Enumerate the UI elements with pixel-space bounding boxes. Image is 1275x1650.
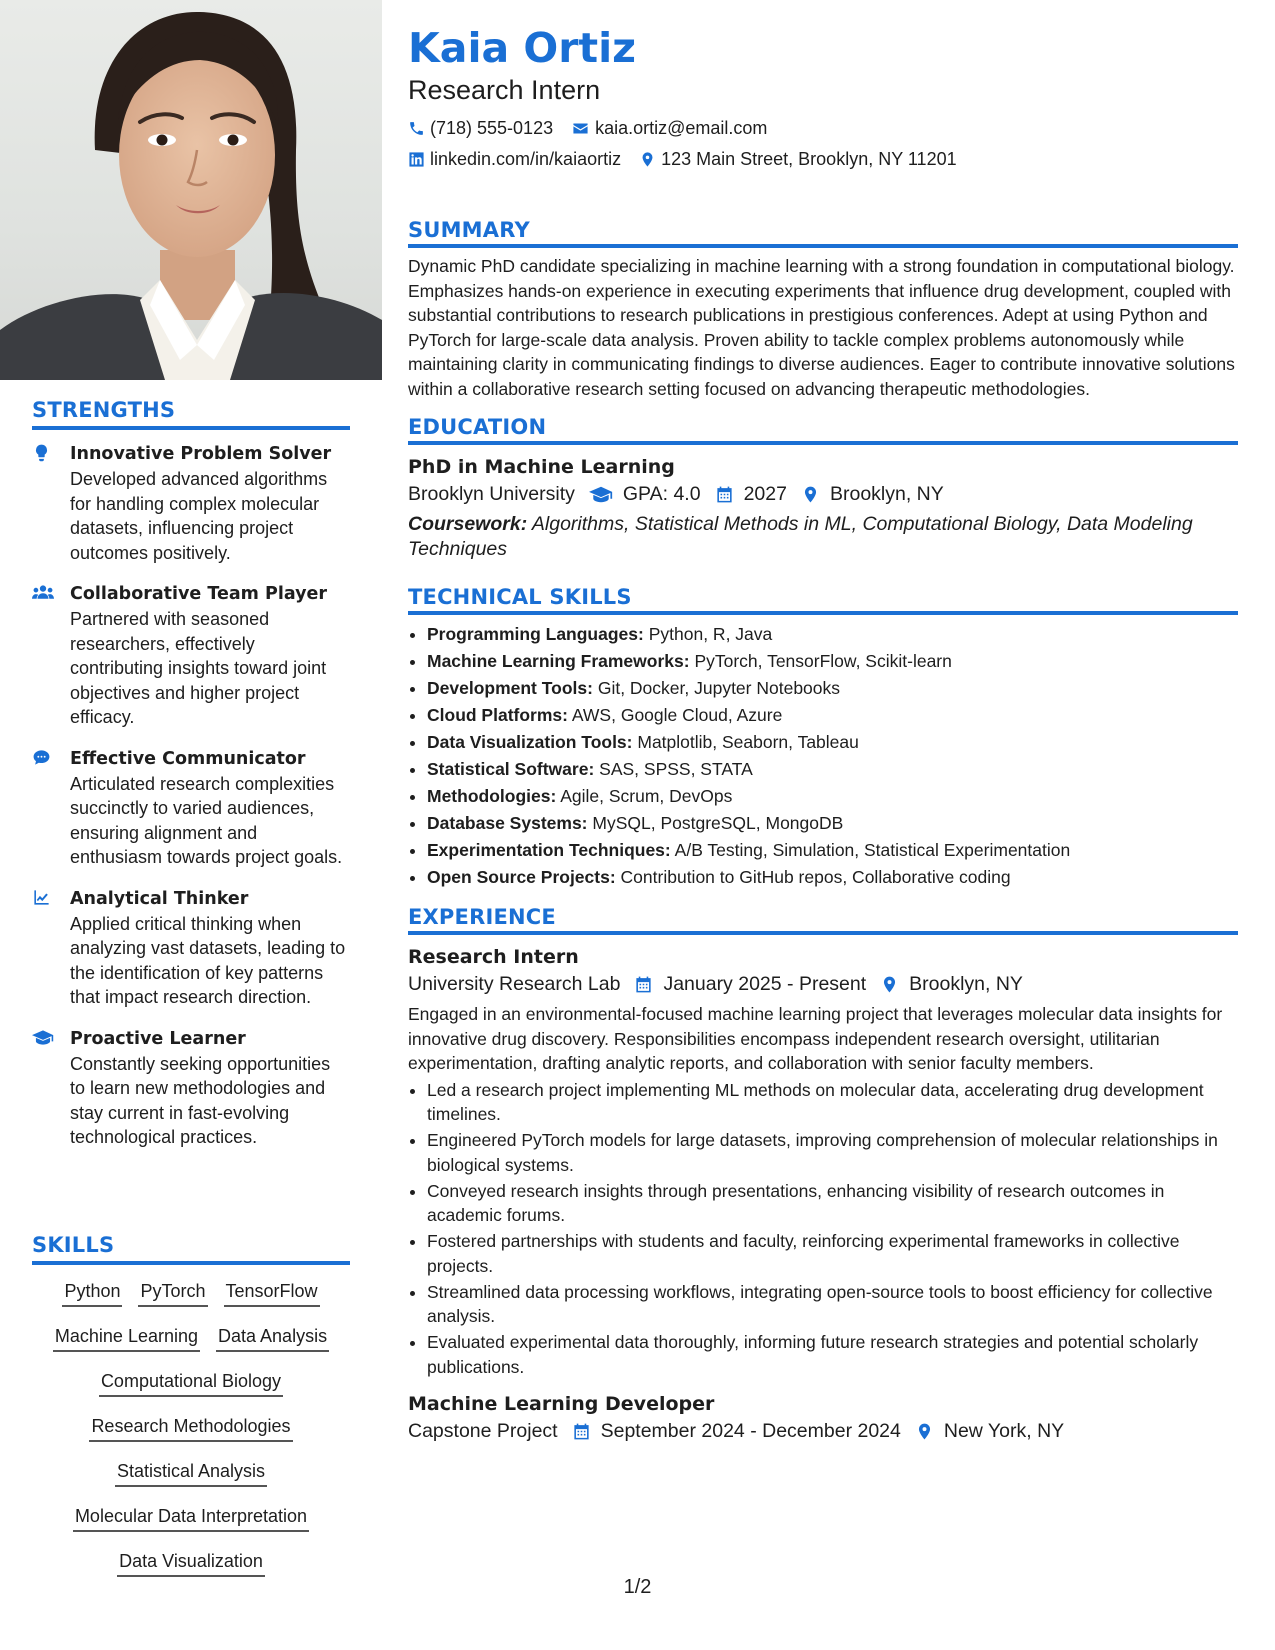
list-item: • Conveyed research insights through presentations, enhancing visibility of research outcomes in academic forums. <box>427 1179 1238 1228</box>
skill-values: A/B Testing, Simulation, Statistical Experimentation <box>674 840 1071 860</box>
profile-photo <box>0 0 382 380</box>
strength-item <box>32 1027 350 1150</box>
list-item <box>427 783 1238 810</box>
skill-category: Development Tools: <box>427 678 593 698</box>
list-item <box>427 702 1238 729</box>
skill-row <box>32 1459 350 1504</box>
skill-row <box>32 1504 350 1549</box>
linkedin-icon <box>408 151 425 168</box>
skill-row <box>32 1414 350 1459</box>
job-location <box>880 970 1023 998</box>
list-item <box>427 621 1238 648</box>
contact-row <box>408 147 1238 171</box>
job-location <box>915 1417 1064 1445</box>
list-item: • Engineered PyTorch models for large datasets, improving comprehension of molecular relationships in biological systems. <box>427 1128 1238 1177</box>
location-text: Brooklyn, NY <box>909 973 1023 995</box>
skill-chip: Python <box>62 1279 122 1307</box>
skill-category: Programming Languages: <box>427 624 644 644</box>
list-item <box>427 837 1238 864</box>
job-title: Research Intern <box>408 946 579 968</box>
list-item <box>427 729 1238 756</box>
strength-description: Constantly seeking opportunities to learn new methodologies and stay current in fast-evolving technological practices. <box>70 1053 331 1147</box>
skill-chip: Statistical Analysis <box>115 1459 267 1487</box>
skill-chip: PyTorch <box>138 1279 207 1307</box>
page-number: 1/2 <box>623 1576 652 1598</box>
strength-item <box>32 442 350 565</box>
skill-values: Contribution to GitHub repos, Collaborative coding <box>620 867 1011 887</box>
graduation-cap-icon <box>32 1027 70 1150</box>
strength-item <box>32 887 350 1010</box>
skill-chip: TensorFlow <box>224 1279 320 1307</box>
calendar-icon <box>634 975 653 994</box>
strength-title: Proactive Learner <box>70 1028 246 1049</box>
list-item <box>427 864 1238 891</box>
right-column <box>408 22 1238 1445</box>
skill-category: Cloud Platforms: <box>427 705 568 725</box>
skill-category: Methodologies: <box>427 786 557 806</box>
skill-chip: Molecular Data Interpretation <box>73 1504 309 1532</box>
job-organization: Capstone Project <box>408 1420 558 1442</box>
chat-bubble-icon <box>32 747 70 870</box>
education-location <box>801 480 944 508</box>
dates-text: September 2024 - December 2024 <box>600 1420 901 1442</box>
strength-item <box>32 747 350 870</box>
skill-values: Python, R, Java <box>648 624 773 644</box>
phone-text: (718) 555-0123 <box>430 118 554 138</box>
education-meta <box>408 480 1238 508</box>
skill-row <box>32 1324 350 1369</box>
strength-description: Partnered with seasoned researchers, effectively contributing insights toward joint objectives and higher project efficacy. <box>70 609 327 727</box>
skill-values: MySQL, PostgreSQL, MongoDB <box>592 813 844 833</box>
skill-chip: Machine Learning <box>53 1324 200 1352</box>
list-item: • Streamlined data processing workflows, integrating open-source tools to boost efficiency for collective analysis. <box>427 1280 1238 1329</box>
skill-chip: Computational Biology <box>99 1369 283 1397</box>
list-item <box>427 648 1238 675</box>
list-item <box>427 810 1238 837</box>
left-column <box>32 398 350 1167</box>
location-text: Brooklyn, NY <box>829 483 944 505</box>
graduation-cap-icon <box>589 485 613 504</box>
skill-values: AWS, Google Cloud, Azure <box>571 705 783 725</box>
calendar-icon <box>572 1422 591 1441</box>
strength-description: Articulated research complexities succinctly to varied audiences, ensuring alignment and enthusiasm towards project goals. <box>70 773 343 867</box>
linkedin-text[interactable]: linkedin.com/in/kaiaortiz <box>430 149 622 169</box>
summary-heading: SUMMARY <box>408 218 1238 248</box>
strength-title: Innovative Problem Solver <box>70 444 332 464</box>
skill-category: Database Systems: <box>427 813 588 833</box>
portrait-illustration <box>0 0 382 380</box>
coursework-text: Algorithms, Statistical Methods in ML, Computational Biology, Data Modeling Techniques <box>408 513 1193 560</box>
candidate-role: Research Intern <box>408 75 601 105</box>
phone-icon <box>408 120 425 137</box>
strengths-heading: STRENGTHS <box>32 398 350 430</box>
job-organization: University Research Lab <box>408 973 621 995</box>
skill-values: Matplotlib, Seaborn, Tableau <box>637 732 859 752</box>
map-pin-icon <box>915 1422 934 1441</box>
linkedin-contact[interactable] <box>408 147 621 171</box>
job-meta <box>408 1417 1238 1445</box>
location-text: New York, NY <box>943 1420 1065 1442</box>
skill-category: Experimentation Techniques: <box>427 840 671 860</box>
education-heading: EDUCATION <box>408 415 1238 445</box>
envelope-icon <box>571 120 590 137</box>
chart-line-icon <box>32 887 70 1010</box>
users-icon <box>32 582 70 730</box>
dates-text: January 2025 - Present <box>663 973 867 995</box>
phone-contact <box>408 116 553 140</box>
skill-values: PyTorch, TensorFlow, Scikit-learn <box>694 651 952 671</box>
address-text: 123 Main Street, Brooklyn, NY 11201 <box>661 149 957 169</box>
year-item <box>715 480 787 508</box>
skill-category: Data Visualization Tools: <box>427 732 633 752</box>
job-dates <box>634 970 866 998</box>
degree-title: PhD in Machine Learning <box>408 456 675 478</box>
list-item <box>427 675 1238 702</box>
skill-chip: Research Methodologies <box>89 1414 292 1442</box>
list-item: • Led a research project implementing ML methods on molecular data, accelerating drug development timelines. <box>427 1078 1238 1127</box>
candidate-name: Kaia Ortiz <box>408 24 637 72</box>
map-pin-icon <box>801 485 820 504</box>
job-meta <box>408 970 1238 998</box>
skill-chip: Data Analysis <box>216 1324 329 1352</box>
skill-values: Agile, Scrum, DevOps <box>560 786 733 806</box>
gpa-item <box>589 480 701 508</box>
strength-description: Developed advanced algorithms for handling complex molecular datasets, influencing project outcomes positively. <box>70 469 328 563</box>
email-contact[interactable] <box>571 116 767 140</box>
strength-title: Effective Communicator <box>70 748 306 769</box>
gpa-text: GPA: 4.0 <box>622 483 701 505</box>
school-name: Brooklyn University <box>408 483 575 505</box>
skill-category: Statistical Software: <box>427 759 595 779</box>
summary-text: Dynamic PhD candidate specializing in machine learning with a strong foundation in computational biology. Emphasizes hands-on experience in executing experiments that influence drug development, coupled with substantial contributions to research publications in prestigious conferences. Adept at using Python and PyTorch for large-scale data analysis. Proven ability to tackle complex problems autonomously while maintaining clarity in communicating findings to diverse audiences. Eager to contribute innovative solutions within a collaborative research setting focused on advancing therapeutic methodologies. <box>408 256 1235 399</box>
skill-values: Git, Docker, Jupyter Notebooks <box>597 678 841 698</box>
coursework-label: Coursework: <box>408 513 528 535</box>
skill-chip: Data Visualization <box>117 1549 265 1577</box>
strength-title: Analytical Thinker <box>70 888 249 909</box>
graduation-year: 2027 <box>743 483 787 505</box>
skill-values: SAS, SPSS, STATA <box>599 759 753 779</box>
calendar-icon <box>715 485 734 504</box>
map-pin-icon <box>639 151 656 168</box>
job-title: Machine Learning Developer <box>408 1393 715 1415</box>
technical-skills-list <box>408 621 1238 891</box>
job-bullets <box>408 1078 1238 1380</box>
map-pin-icon <box>880 975 899 994</box>
address-contact <box>639 147 957 171</box>
strength-item <box>32 582 350 730</box>
skills-section <box>32 1233 350 1594</box>
email-text[interactable]: kaia.ortiz@email.com <box>595 118 768 138</box>
contact-row <box>408 116 1238 140</box>
skills-heading: SKILLS <box>32 1233 350 1265</box>
list-item: • Evaluated experimental data thoroughly, informing future research strategies and potential scholarly publications. <box>427 1330 1238 1379</box>
job-description: Engaged in an environmental-focused machine learning project that leverages molecular data insights for innovative drug discovery. Responsibilities encompass independent research oversight, utilitarian experimentation, drafting analytic reports, and collaboration with senior faculty members. <box>408 1004 1223 1073</box>
job-dates <box>572 1417 901 1445</box>
technical-skills-heading: TECHNICAL SKILLS <box>408 585 1238 615</box>
skill-row <box>32 1279 350 1324</box>
skill-row <box>32 1369 350 1414</box>
strength-description: Applied critical thinking when analyzing vast datasets, leading to the identification of key patterns that impact research direction. <box>70 913 346 1007</box>
coursework <box>408 512 1238 561</box>
experience-heading: EXPERIENCE <box>408 905 1238 935</box>
lightbulb-icon <box>32 442 70 565</box>
list-item <box>427 756 1238 783</box>
strength-title: Collaborative Team Player <box>70 584 328 604</box>
skill-category: Machine Learning Frameworks: <box>427 651 690 671</box>
skill-category: Open Source Projects: <box>427 867 616 887</box>
list-item: • Fostered partnerships with students and faculty, reinforcing experimental frameworks in collective projects. <box>427 1229 1238 1278</box>
